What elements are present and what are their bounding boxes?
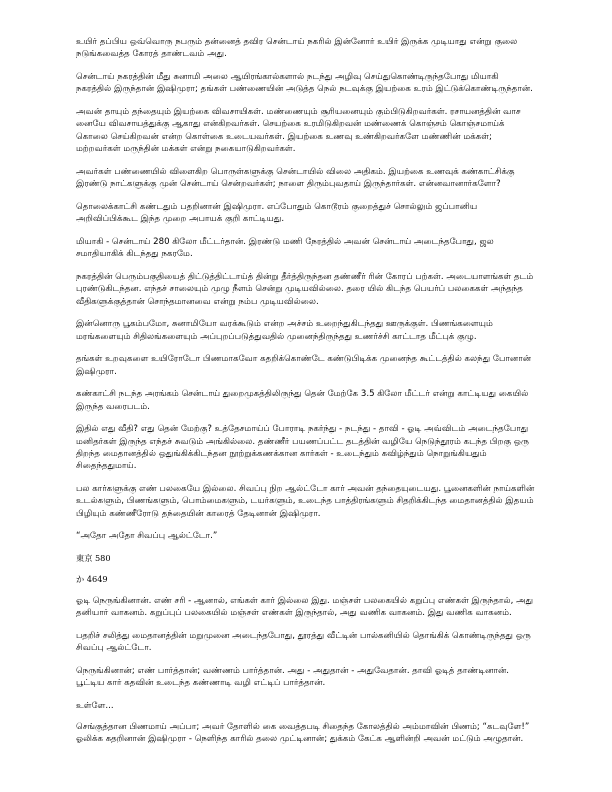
paragraph-4: அவர்கள் பண்ணையில் விளைகிற பொருள்களுக்கு சென்டாயில் விலை அதிகம். இயற்கை உணவுக் கண்காட்சிக்கு இரண்டு நாட்களுக்கு முன் சென்டாய் சென்றவர்கள்; நாளை திரும்புவதாய் இருந்தார்கள். என்னவானார்களோ?	[76, 166, 515, 190]
paragraph-9: தங்கள் உறவுகளை உயிரோடோ பிணமாகவோ கதறிக்கொண்டே கண்டுபிடிக்க முனைந்த கூட்டத்தில் கலந்து போனான் இஷிமுரா.	[76, 354, 532, 377]
paragraph-19: உள்ளே...	[76, 700, 114, 711]
paragraph-6: மியாகி - சென்டாய் 280 கிலோ மீட்டர்தான். இரண்டு மணி நேரத்தில் அவன் சென்டாய் அடைந்தபோது, ஜல சமாதியாகிக் கிடந்தது நகரமே.	[76, 236, 494, 260]
paragraph-3: அவன் தாயும் தந்தையும் இயற்கை விவசாயிகள். மண்ணையும் சூரியனையும் கும்பிடுகிறவர்கள். ரசாயனத்தின் வாச னையே விவசாயத்துக்கு ஆகாது என்கிறவர்கள். செயற்கை உரமிடுகிறவன் மண்ணைக் கொஞ்சம் கொஞ்சமாய்க் கொலை செய்கிறவன் என்ற கொள்கை உடையவர்கள். இயற்கை உணவு உண்கிறவர்களே மண்ணின் மக்கள்; மற்றவர்கள் மருந்தின் மக்கள் என்று நகையாடுகிறவர்கள்.	[76, 107, 521, 155]
document-body	[76, 36, 536, 756]
paragraph-7: நகரத்தின் பெரும்பகுதியைத் திட்டுத்திட்டாய்த் தின்று தீர்த்திருந்தன தண்ணீர் ரின் கோரப் பற்கள். அடையாளங்கள் தடம் புரண்டுகிடந்தன. எந்தச் சாலையும் முழு நீளம் சென்று முடியவில்லை. தரை யில் கிடந்த பெயர்ப் பலகைகள் அந்தந்த வீதிகளுக்குத்தான் சொந்தமானவை என்று நம்ப முடியவில்லை.	[76, 271, 534, 307]
paragraph-11: இதில் எது வீதி? எது தென் மேற்கு? உத்தேசமாய்ப் போராடி நகர்ந்து - நடந்து - தாவி - ஓடி அவ்விடம் அடைந்தபோது மனிதர்கள் இருந்த எந்தச் சுவடும் அங்கில்லை. தண்ணீர் பயணப்பட்ட தடத்தின் வழியே நெடுந்தூரம் கடந்த பிறகு ஒரு திறந்த மைதானத்தில் ஒதுங்கிக்கிடந்தன நூற்றுக்கணக்கான கார்கள் - உடைந்தும் கவிழ்ந்தும் நொறுங்கியதும் சிதைந்ததுமாய்.	[76, 424, 529, 472]
license-plate-line-1: 東京 580	[76, 552, 111, 563]
quote-red-alto: “அதோ அதோ சிவப்பு ஆல்ட்டோ.”	[76, 531, 218, 542]
paragraph-16: ஓடி நெருங்கினான். எண் சரி - ஆனால், எங்கள் கார் இல்லை இது. மஞ்சள் பலகையில் கறுப்பு எண்கள் இருந்தால், அது தனியார் வாகனம். கறுப்புப் பலகையில் மஞ்சள் எண்கள் இருந்தால், அது வணிக வாகனம். இது வணிக வாகனம்.	[76, 595, 534, 619]
paragraph-5: தொலைக்காட்சி கண்டதும் பதறினான் இஷிமுரா. எப்போதும் கொடூரம் குறைத்துச் சொல்லும் ஜப்பானிய அறிவிப்பிக்கூட இந்த முறை அபாயக் குறி காட்டியது.	[76, 201, 478, 225]
paragraph-20: செங்குத்தான பிணமாய் அப்பா; அவர் தோளில் கை வைத்தபடி சிதைந்த கோலத்தில் அம்மாவின் பிணம்; “கடவுளே!” ஓலிக்க கதறினான் இஷிமுரா - நெளிந்த காரில் தலை முட்டினான்; துக்கம் கேட்க ஆளின்றி அவன் மட்டும் அழுதான்.	[76, 722, 530, 745]
license-plate-line-2: か 4649	[76, 574, 108, 585]
paragraph-17: பதறிச் சலித்து மைதானத்தின் மறுமுனை அடைந்தபோது, தூரத்து வீட்டின் பால்கனியில் தொங்கிக் கொண்டிருந்தது ஒரு சிவப்பு ஆல்ட்டோ.	[76, 630, 531, 654]
paragraph-10: கண்காட்சி நடந்த அரங்கம் சென்டாய் துறைமுகத்திலிருந்து தென் மேற்கே 3.5 கிலோ மீட்டர் என்று காட்டியது கையில் இருந்த வரைபடம்.	[76, 389, 529, 412]
paragraph-2: சென்டாய் நகரத்தின் மீது சுனாமி அலை ஆயிரங்கால்களால் நடந்து அழிவு செய்துகொண்டிருந்தபோது மியாகி நகரத்தில் இருந்தான் இஷிமுரா; தங்கள் பண்ணையின் அடுத்த நெல் நடவுக்கு இயற்கை உரம் இட்டுக்கொண்டிருந்தான்.	[76, 72, 533, 95]
paragraph-8: இன்னொரு பூகம்பமோ, சுனாமியோ வரக்கூடும் என்ற அச்சம் உறைந்துகிடந்தது ஊருக்குள். பிணங்களையும் மரங்களையும் சிதிலங்களையும் அப்புறப்படுத்துவதில் முனைந்திருந்தது உணர்ச்சி காட்டாத மீட்புக் குழு.	[76, 319, 493, 342]
paragraph-18: நெருங்கினான்; எண் பார்த்தான்; வண்ணம் பார்த்தான். அது - அதுதான் - அதுவேதான். தாவி ஓடித் தாண்டினான். பூட்டிய கார் கதவின் உடைந்த கண்ணாடி வழி எட்டிப் பார்த்தான்.	[76, 665, 510, 689]
paragraph-1: உயிர் தப்பிய ஒவ்வொரு நபரும் தன்னைத் தவிர சென்டாய் நகரில் இன்னோர் உயிர் இருக்க முடியாது என்று குலை நடுங்கவைத்த கோரத் தாண்டவம் அது.	[76, 37, 518, 60]
paragraph-12: பல கார்களுக்கு எண் பலகையே இல்லை. சிவப்பு நிற ஆல்ட்டோ கார் அவன் தந்தையுடையது. பூனைகளின் நாய்களின் உடல்களும், பிணங்களும், பொம்மைகளும், டயர்களும், உடைந்த பாத்திரங்களும் சிதறிக்கிடந்த மைதானத்தில் இதயம் பிழியும் கண்ணீரோடு தந்தையின் காரைத் தேடினான் இஷிமுரா.	[76, 484, 535, 519]
